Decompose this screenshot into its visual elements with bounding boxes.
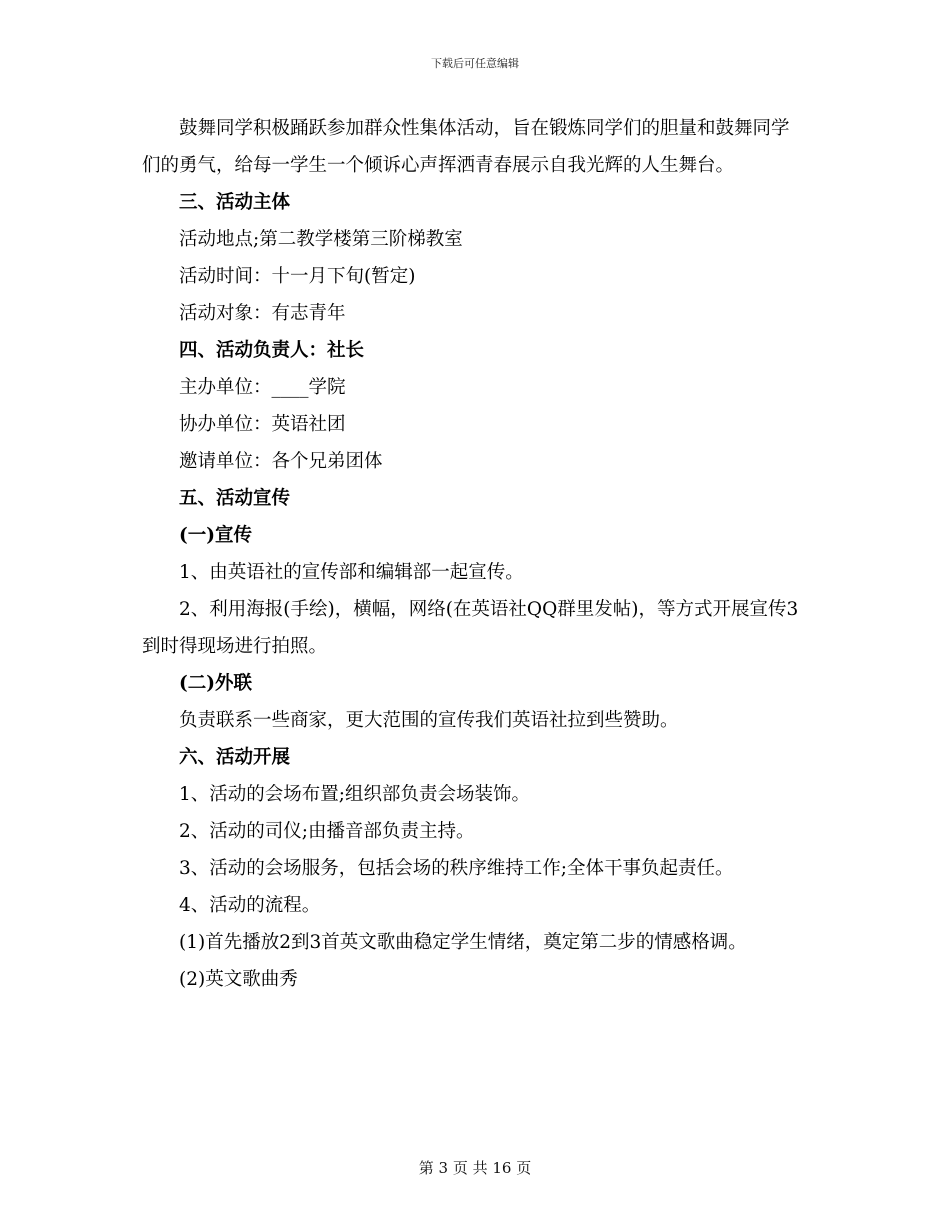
body-paragraph: 邀请单位：各个兄弟团体 xyxy=(179,451,383,472)
body-paragraph: 1、由英语社的宣传部和编辑部一起宣传。 xyxy=(179,562,524,583)
body-paragraph: 负责联系一些商家，更大范围的宣传我们英语社拉到些赞助。 xyxy=(179,710,679,731)
section-heading: (一)宣传 xyxy=(179,525,253,546)
section-heading: 三、活动主体 xyxy=(179,192,291,213)
page-header: 下载后可任意编辑 xyxy=(431,57,519,70)
section-heading: 五、活动宣传 xyxy=(179,488,291,509)
body-paragraph: 1、活动的会场布置;组织部负责会场装饰。 xyxy=(179,784,531,805)
body-paragraph: 鼓舞同学积极踊跃参加群众性集体活动，旨在锻炼同学们的胆量和鼓舞同学们的勇气，给每一学生一个倾诉心声挥洒青春展示自我光辉的人生舞台。 xyxy=(142,118,790,176)
body-paragraph: 3、活动的会场服务，包括会场的秩序维持工作;全体干事负起责任。 xyxy=(179,858,734,879)
body-paragraph: 协办单位：英语社团 xyxy=(179,414,346,435)
section-heading: (二)外联 xyxy=(179,673,253,694)
body-paragraph: 活动时间：十一月下旬(暂定) xyxy=(179,266,416,287)
body-paragraph: 主办单位：____学院 xyxy=(179,377,346,398)
document-body xyxy=(142,110,806,998)
body-paragraph: 2、利用海报(手绘)，横幅，网络(在英语社QQ群里发帖)，等方式开展宣传3到时得现场进行拍照。 xyxy=(142,599,799,657)
section-heading: 六、活动开展 xyxy=(179,747,291,768)
body-paragraph: 2、活动的司仪;由播音部负责主持。 xyxy=(179,821,475,842)
body-paragraph: 活动地点;第二教学楼第三阶梯教室 xyxy=(179,229,463,250)
page-footer: 第 3 页 共 16 页 xyxy=(418,1159,532,1177)
body-paragraph: 活动对象：有志青年 xyxy=(179,303,346,324)
body-paragraph: 4、活动的流程。 xyxy=(179,895,321,916)
body-paragraph: (2)英文歌曲秀 xyxy=(179,969,298,990)
section-heading: 四、活动负责人：社长 xyxy=(179,340,365,361)
body-paragraph: (1)首先播放2到3首英文歌曲稳定学生情绪，奠定第二步的情感格调。 xyxy=(179,932,747,953)
